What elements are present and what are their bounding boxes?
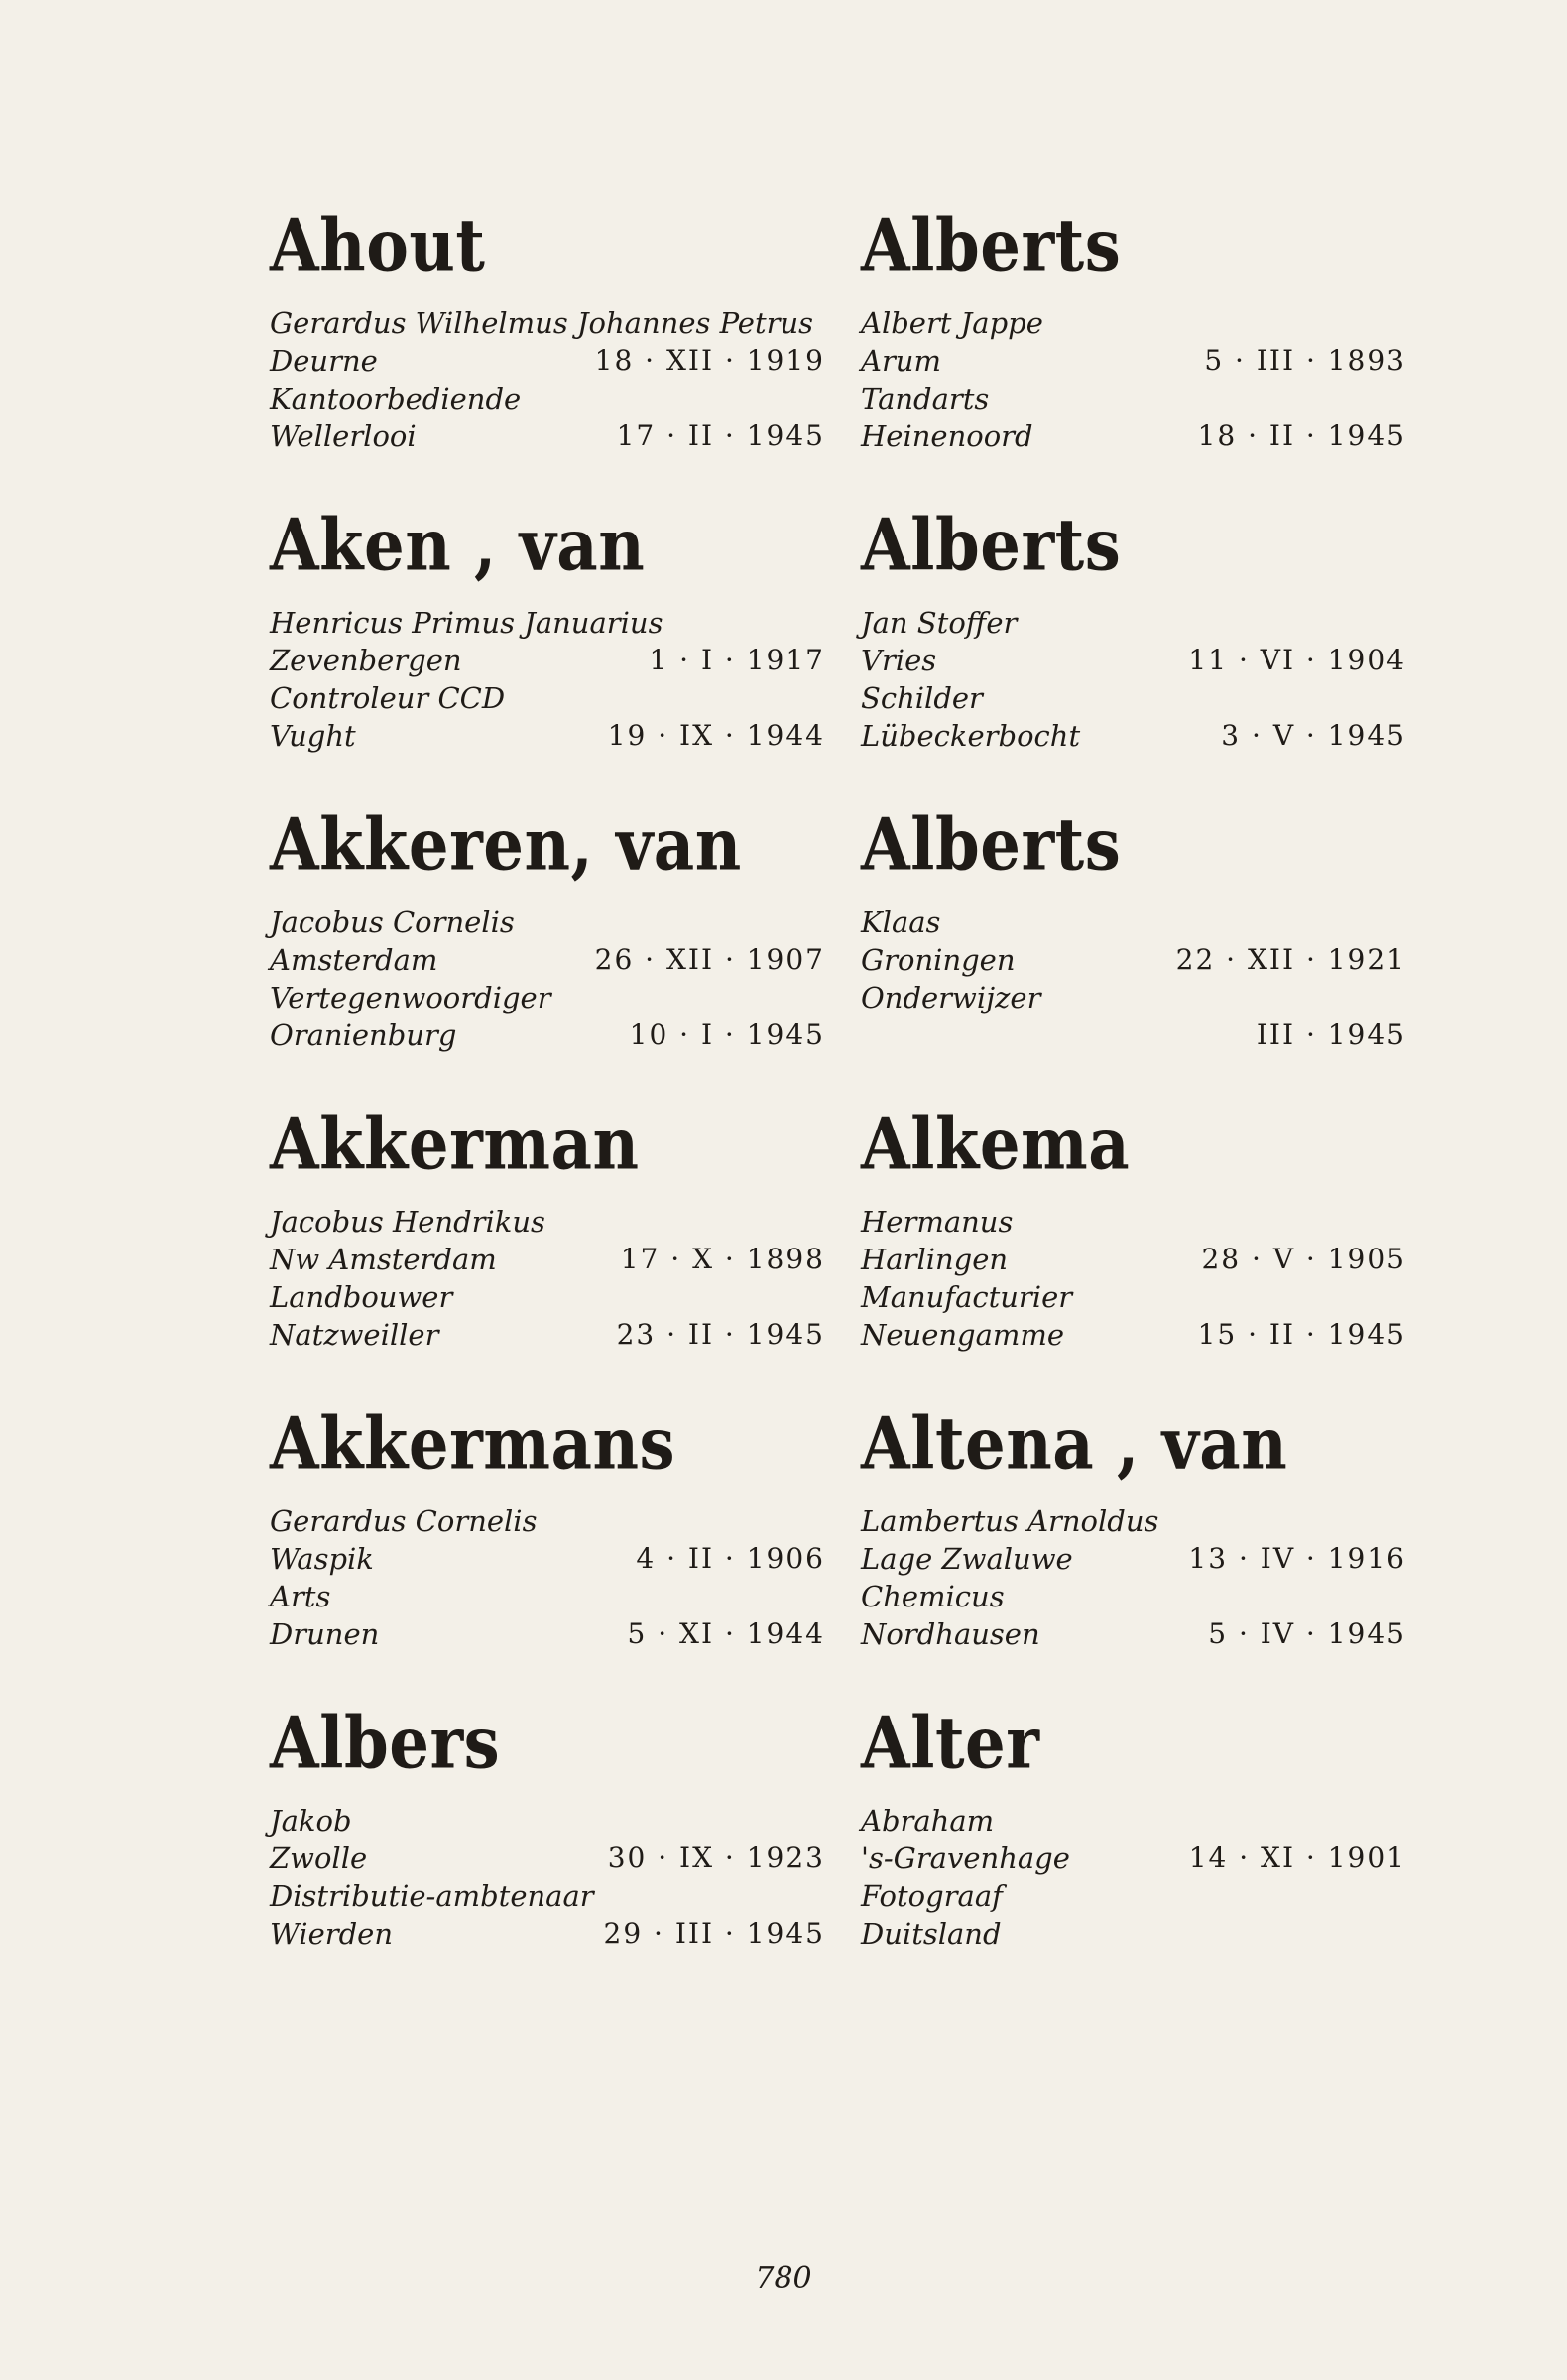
given-names: Jakob [270, 1804, 352, 1838]
birthplace: Zwolle [270, 1842, 368, 1875]
surname: Aken , van [270, 504, 646, 588]
birthplace: Nw Amsterdam [270, 1243, 497, 1276]
entry-line [270, 1278, 825, 1316]
entry-line [270, 903, 825, 941]
right-column [861, 193, 1406, 1990]
occupation: Onderwijzer [861, 981, 1041, 1014]
entry-line [270, 979, 825, 1016]
person-entry [270, 1691, 825, 1990]
entry-line [861, 1203, 1406, 1241]
occupation: Kantoorbediende [270, 382, 522, 416]
given-names: Lambertus Arnoldus [861, 1504, 1159, 1538]
entry-line [861, 1578, 1406, 1615]
death-place: Neuengamme [861, 1318, 1065, 1352]
entry-line [861, 1540, 1406, 1578]
surname: Ahout [270, 204, 486, 289]
birth-date: 28 · V · 1905 [1201, 1243, 1406, 1275]
occupation: Manufacturier [861, 1280, 1073, 1314]
given-names: Gerardus Wilhelmus Johannes Petrus [270, 306, 814, 340]
death-place: Oranienburg [270, 1018, 457, 1052]
given-names: Jan Stoffer [861, 606, 1018, 640]
entry-line [270, 1540, 825, 1578]
entry-line [270, 941, 825, 979]
person-entry [861, 1391, 1406, 1691]
person-entry [270, 1092, 825, 1391]
person-entry [861, 1691, 1406, 1990]
birth-date: 14 · XI · 1901 [1188, 1842, 1406, 1874]
surname: Akkermans [270, 1402, 676, 1487]
given-names: Jacobus Cornelis [270, 905, 515, 939]
person-entry [270, 792, 825, 1092]
person-entry [270, 493, 825, 792]
entry-line [861, 642, 1406, 679]
given-names: Albert Jappe [861, 306, 1043, 340]
birth-date: 22 · XII · 1921 [1175, 943, 1406, 976]
birth-date: 5 · III · 1893 [1204, 344, 1406, 377]
entry-line [270, 604, 825, 642]
entry-line [861, 1502, 1406, 1540]
death-date: 5 · XI · 1944 [627, 1617, 825, 1650]
entry-line [861, 1615, 1406, 1653]
entry-line [861, 679, 1406, 717]
death-place: Natzweiller [270, 1318, 439, 1352]
occupation: Arts [270, 1580, 331, 1613]
birthplace: Deurne [270, 344, 378, 378]
birthplace: Lage Zwaluwe [861, 1542, 1073, 1576]
person-entry [861, 493, 1406, 792]
given-names: Jacobus Hendrikus [270, 1205, 545, 1239]
entry-line [861, 941, 1406, 979]
death-place: Duitsland [861, 1917, 1002, 1951]
birthplace: Vries [861, 644, 937, 677]
given-names: Hermanus [861, 1205, 1014, 1239]
entry-line [270, 1502, 825, 1540]
entry-line [861, 1278, 1406, 1316]
birth-date: 30 · IX · 1923 [607, 1842, 825, 1874]
death-date: 19 · IX · 1944 [607, 719, 825, 752]
given-names: Henricus Primus Januarius [270, 606, 663, 640]
entry-line [861, 417, 1406, 455]
death-place: Drunen [270, 1617, 380, 1651]
entry-line [270, 1578, 825, 1615]
entry-line [861, 1915, 1406, 1953]
entry-line [270, 642, 825, 679]
death-date: 5 · IV · 1945 [1208, 1617, 1406, 1650]
birthplace: Amsterdam [270, 943, 438, 977]
entry-line [270, 1241, 825, 1278]
death-date: 3 · V · 1945 [1221, 719, 1406, 752]
entry-line [861, 717, 1406, 755]
entry-line [861, 1016, 1406, 1054]
surname: Akkeren, van [270, 803, 742, 888]
death-place: Heinenoord [861, 419, 1033, 453]
surname: Alberts [861, 803, 1122, 888]
person-entry [861, 1092, 1406, 1391]
surname: Altena , van [861, 1402, 1288, 1487]
surname: Albers [270, 1702, 501, 1786]
surname: Akkerman [270, 1103, 640, 1187]
birth-date: 26 · XII · 1907 [594, 943, 825, 976]
death-date: 15 · II · 1945 [1197, 1318, 1406, 1351]
death-date: 18 · II · 1945 [1197, 419, 1406, 452]
person-entry [270, 1391, 825, 1691]
entry-line [270, 1615, 825, 1653]
person-entry [270, 193, 825, 493]
birth-date: 4 · II · 1906 [636, 1542, 825, 1575]
entry-line [270, 1316, 825, 1354]
surname: Alter [861, 1702, 1040, 1786]
birth-date: 13 · IV · 1916 [1188, 1542, 1406, 1575]
entry-line [861, 1316, 1406, 1354]
entry-line [270, 1877, 825, 1915]
birth-date: 18 · XII · 1919 [594, 344, 825, 377]
occupation: Landbouwer [270, 1280, 453, 1314]
entry-line [270, 1802, 825, 1840]
birth-date: 11 · VI · 1904 [1188, 644, 1406, 676]
entry-line [270, 1203, 825, 1241]
entry-line [861, 903, 1406, 941]
given-names: Abraham [861, 1804, 995, 1838]
entry-line [270, 342, 825, 380]
entry-line [861, 1877, 1406, 1915]
birthplace: Groningen [861, 943, 1016, 977]
birthplace: Zevenbergen [270, 644, 462, 677]
death-date: III · 1945 [1256, 1018, 1406, 1051]
entry-line [861, 380, 1406, 417]
occupation: Chemicus [861, 1580, 1005, 1613]
occupation: Vertegenwoordiger [270, 981, 551, 1014]
entry-line [861, 304, 1406, 342]
entry-line [270, 380, 825, 417]
entry-line [861, 1802, 1406, 1840]
surname: Alberts [861, 204, 1122, 289]
birth-date: 1 · I · 1917 [649, 644, 825, 676]
occupation: Controleur CCD [270, 681, 506, 715]
entry-line [270, 679, 825, 717]
entry-line [861, 1241, 1406, 1278]
surname: Alkema [861, 1103, 1131, 1187]
death-date: 29 · III · 1945 [603, 1917, 825, 1950]
death-place: Lübeckerbocht [861, 719, 1081, 753]
death-place: Wierden [270, 1917, 394, 1951]
page-number: 780 [755, 2261, 812, 2296]
occupation: Fotograaf [861, 1879, 1003, 1913]
death-date: 10 · I · 1945 [629, 1018, 825, 1051]
birthplace: Waspik [270, 1542, 374, 1576]
entry-line [270, 717, 825, 755]
death-date: 17 · II · 1945 [616, 419, 825, 452]
given-names: Gerardus Cornelis [270, 1504, 538, 1538]
left-column [270, 193, 825, 1990]
birthplace: 's-Gravenhage [861, 1842, 1070, 1875]
person-entry [861, 193, 1406, 493]
occupation: Distributie-ambtenaar [270, 1879, 594, 1913]
given-names: Klaas [861, 905, 941, 939]
entry-line [270, 1016, 825, 1054]
entry-line [270, 417, 825, 455]
death-date: 23 · II · 1945 [616, 1318, 825, 1351]
person-entry [861, 792, 1406, 1092]
entry-line [270, 304, 825, 342]
death-place: Vught [270, 719, 356, 753]
entry-line [270, 1915, 825, 1953]
birthplace: Harlingen [861, 1243, 1009, 1276]
surname: Alberts [861, 504, 1122, 588]
birth-date: 17 · X · 1898 [620, 1243, 825, 1275]
entry-line [861, 979, 1406, 1016]
entry-line [270, 1840, 825, 1877]
birthplace: Arum [861, 344, 941, 378]
death-place: Nordhausen [861, 1617, 1040, 1651]
death-place: Wellerlooi [270, 419, 417, 453]
occupation: Schilder [861, 681, 983, 715]
occupation: Tandarts [861, 382, 990, 416]
entry-line [861, 1840, 1406, 1877]
entry-line [861, 604, 1406, 642]
entry-line [861, 342, 1406, 380]
